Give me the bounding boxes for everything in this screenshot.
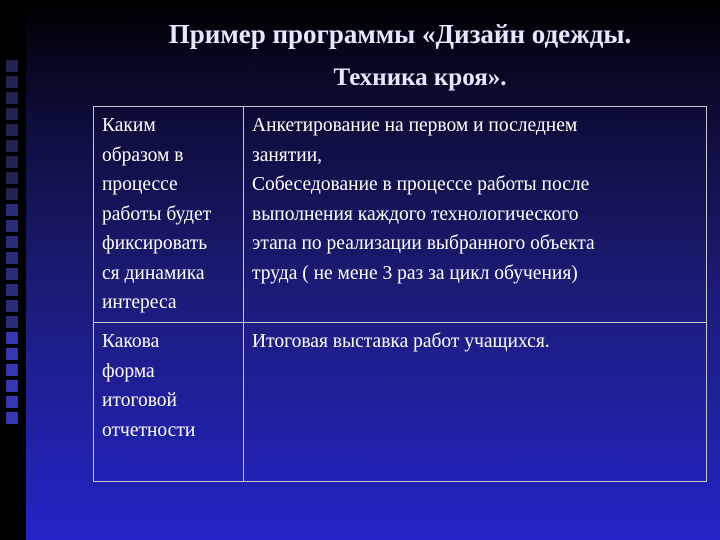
cell-line: процессе [102,174,178,195]
cell-line: работы будет [102,203,212,225]
square-bullet-icon [6,300,18,312]
square-bullet-icon [6,220,18,232]
cell-line: Каким [102,115,156,136]
square-bullet-icon [6,76,18,88]
cell-line: занятии, [252,144,323,166]
square-bullet-icon [6,396,18,408]
info-table [93,106,707,482]
question-cell [94,323,244,482]
square-bullet-icon [6,348,18,360]
decorative-squares [6,60,20,424]
cell-line: Какова [102,331,160,352]
square-bullet-icon [6,92,18,104]
square-bullet-icon [6,252,18,264]
square-bullet-icon [6,188,18,200]
cell-line: этапа по реализации выбранного объекта [252,233,595,254]
answer-cell [244,107,707,323]
square-bullet-icon [6,268,18,280]
square-bullet-icon [6,316,18,328]
table-row [94,107,707,323]
square-bullet-icon [6,236,18,248]
cell-line: ся динамика [102,262,205,284]
cell-line: фиксировать [102,233,208,254]
square-bullet-icon [6,60,18,72]
cell-line: Анкетирование на первом и последнем [252,115,578,136]
square-bullet-icon [6,332,18,344]
cell-line: выполнения каждого технологического [252,203,579,225]
question-cell [94,107,244,323]
cell-line: Итоговая выставка работ учащихся. [252,331,550,352]
cell-line: итоговой [102,390,177,411]
square-bullet-icon [6,364,18,376]
answer-cell [244,323,707,482]
square-bullet-icon [6,140,18,152]
square-bullet-icon [6,172,18,184]
title-line-2: Техника кроя». [333,64,507,91]
slide-title [100,12,700,100]
square-bullet-icon [6,124,18,136]
left-decorative-strip [0,0,26,540]
square-bullet-icon [6,204,18,216]
square-bullet-icon [6,284,18,296]
square-bullet-icon [6,156,18,168]
cell-line: труда ( не мене 3 раз за цикл обучения) [252,262,578,284]
cell-line: интереса [102,292,177,313]
square-bullet-icon [6,412,18,424]
cell-line: форма [102,360,155,382]
cell-line: отчетности [102,419,196,441]
table-row [94,323,707,482]
title-line-1: Пример программы «Дизайн одежды. [168,19,632,49]
cell-line: Собеседование в процессе работы после [252,174,590,195]
square-bullet-icon [6,380,18,392]
square-bullet-icon [6,108,18,120]
cell-line: образом в [102,144,184,166]
